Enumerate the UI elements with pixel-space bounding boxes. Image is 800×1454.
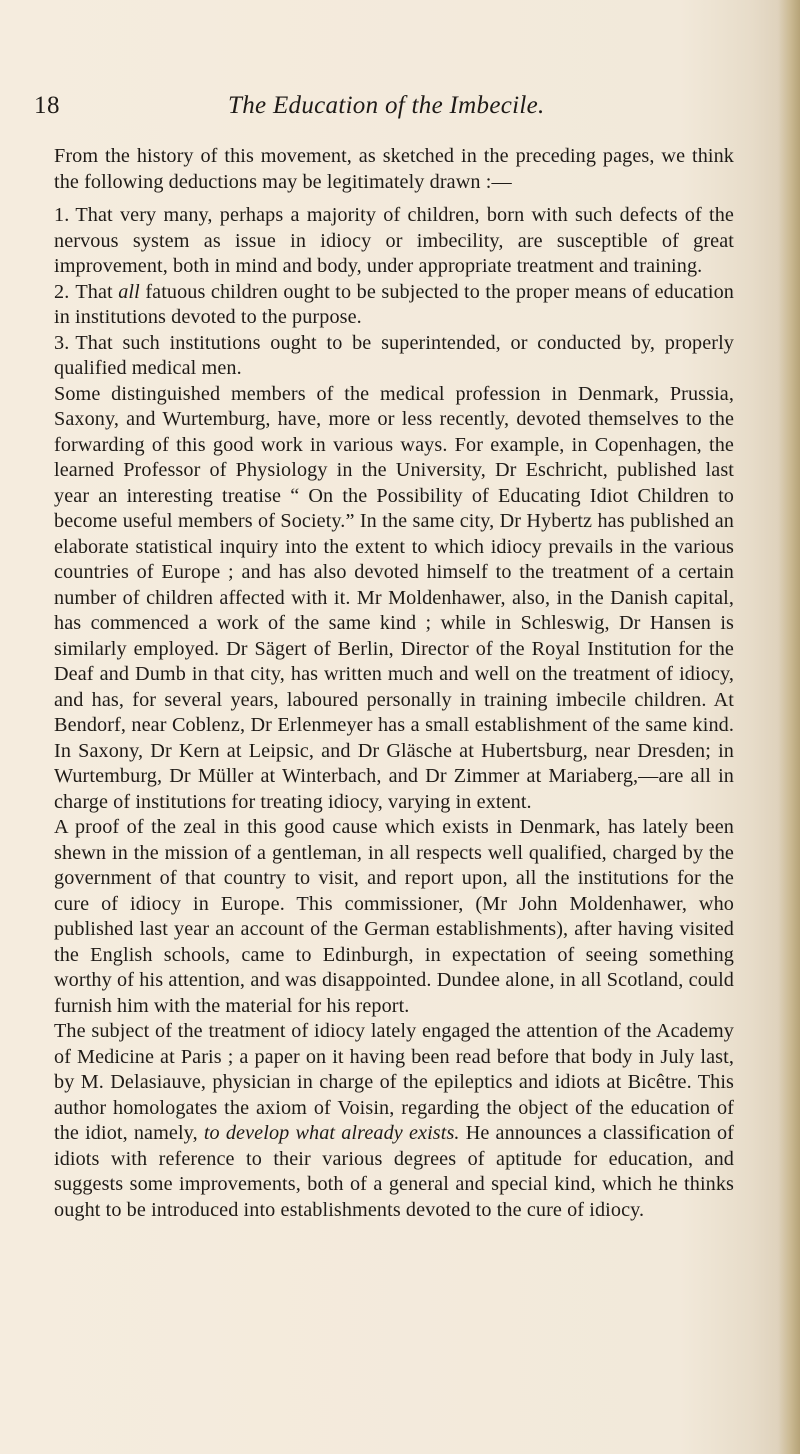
deduction-3-text: That such institutions ought to be superintended, or conducted by, properly qualified medical men. [54,331,734,379]
paragraph-denmark [54,815,734,1019]
body-text [54,144,734,1223]
deduction-1 [54,203,734,280]
paragraph-intro [54,144,734,195]
paragraph-members [54,382,734,816]
deduction-2-text-pre: That [75,280,119,303]
page-edge-shadow [778,0,800,1454]
page-number: 18 [34,92,60,119]
deduction-2 [54,280,734,331]
deduction-2-number: 2. [54,280,70,303]
paragraph-denmark-text: A proof of the zeal in this good cause which exists in Denmark, has lately been shewn in the mission of a gentleman, in all respects well qualified, charged by the government of that country to visit, and report upon, all the institutions for the cure of idiocy in Europe. This commissioner, (Mr John Moldenhawer, who published last year an account of the German establishments), after having visited the English schools, came to Edinburgh, in expectation of seeing something worthy of his attention, and was disappointed. Dundee alone, in all Scotland, could furnish him with the material for his report. [54,816,734,1017]
page-header [34,92,764,132]
running-title: The Education of the Imbecile. [228,92,545,119]
deduction-3 [54,331,734,382]
paragraph-paris [54,1019,734,1223]
deduction-1-number: 1. [54,204,70,226]
deduction-2-text-post: fatuous children ought to be subjected to the proper means of education in institutions devoted to the purpose. [54,280,734,328]
deduction-2-emphasis: all [118,280,140,303]
paragraph-intro-text: From the history of this movement, as sketched in the preceding pages, we think the following deductions may be legitimately drawn :— [54,145,734,193]
paragraph-members-text: Some distinguished members of the medical profession in Denmark, Prussia, Saxony, and Wurtemburg, have, more or less recently, devoted themselves to the forwarding of this good work in various ways. For example, in Copenhagen, the learned Professor of Physiology in the University, Dr Eschricht, published last year an interesting treatise “ On the Possibility of Educating Idiot Children to become useful members of Society.” In the same city, Dr Hybertz has published an elaborate statistical inquiry into the extent to which idiocy prevails in the various countries of Europe ; and has also devoted himself to the treatment of a certain number of children affected with it. Mr Moldenhawer, also, in the Danish capital, has commenced a work of the same kind ; while in Schleswig, Dr Hansen is similarly employed. Dr Sägert of Berlin, Director of the Royal Institution for the Deaf and Dumb in that city, has written much and well on the treatment of idiocy, and has, for several years, laboured personally in training imbecile children. At Bendorf, near Coblenz, Dr Erlenmeyer has a small establishment of the same kind. In Saxony, Dr Kern at Leipsic, and Dr Gläsche at Hubertsburg, near Dresden; in Wurtemburg, Dr Müller at Winterbach, and Dr Zimmer at Mariaberg,—are all in charge of institutions for treating idiocy, varying in extent. [54,382,734,813]
paragraph-paris-text-pre: The subject of the treatment of idiocy lately engaged the attention of the Academy of Medicine at Paris ; a paper on it having been read before that body in July last, by M. Delasiauve, physician in charge of the epileptics and idiots at Bicêtre. This author homologates the axiom of Voisin, regarding the object of the education of the idiot, namely, [54,1020,734,1144]
paragraph-paris-text-post: He announces a classification of idiots with reference to their various degrees of aptitude for education, and suggests some improvements, both of a general and special kind, which he thinks ought to be introduced into establishments devoted to the cure of idiocy. [54,1122,735,1221]
deduction-1-text: That very many, perhaps a majority of children, born with such defects of the nervous system as issue in idiocy or imbecility, are susceptible of great improvement, both in mind and body, under appropriate treatment and training. [54,204,734,277]
paragraph-paris-emphasis: to develop what already exists. [203,1122,460,1144]
deduction-3-number: 3. [54,331,70,354]
